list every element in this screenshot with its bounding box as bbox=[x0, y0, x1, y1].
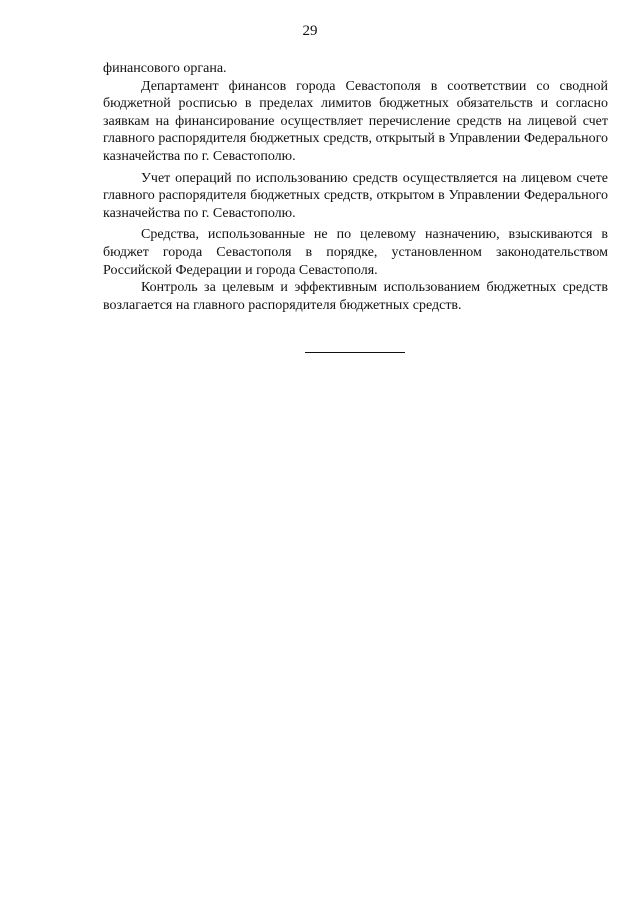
paragraph-accounting: Учет операций по использованию средств осуществляется на лицевом счете главного распорядителя бюджетных средств, открытом в Управлении Федерального казначейства по г. Севастополю. bbox=[103, 170, 608, 221]
paragraph-financing-transfer: Департамент финансов города Севастополя в соответствии со сводной бюджетной росписью в пределах лимитов бюджетных обязательств и согласно заявкам на финансирование осуществляет перечисление средств на лицевой счет главного распорядителя бюджетных средств, открытый в Управлении Федерального казначейства по г. Севастополю. bbox=[103, 78, 608, 164]
page-number: 29 bbox=[302, 23, 318, 39]
document-body bbox=[103, 60, 608, 314]
end-divider-line bbox=[305, 352, 405, 353]
paragraph-control: Контроль за целевым и эффективным использованием бюджетных средств возлагается на главного распорядителя бюджетных средств. bbox=[103, 280, 608, 313]
paragraph-misuse-recovery: Средства, использованные не по целевому назначению, взыскиваются в бюджет города Севастополя в порядке, установленном законодательством Российской Федерации и города Севастополя. bbox=[103, 227, 608, 278]
paragraph-continuation: финансового органа. bbox=[103, 61, 227, 76]
